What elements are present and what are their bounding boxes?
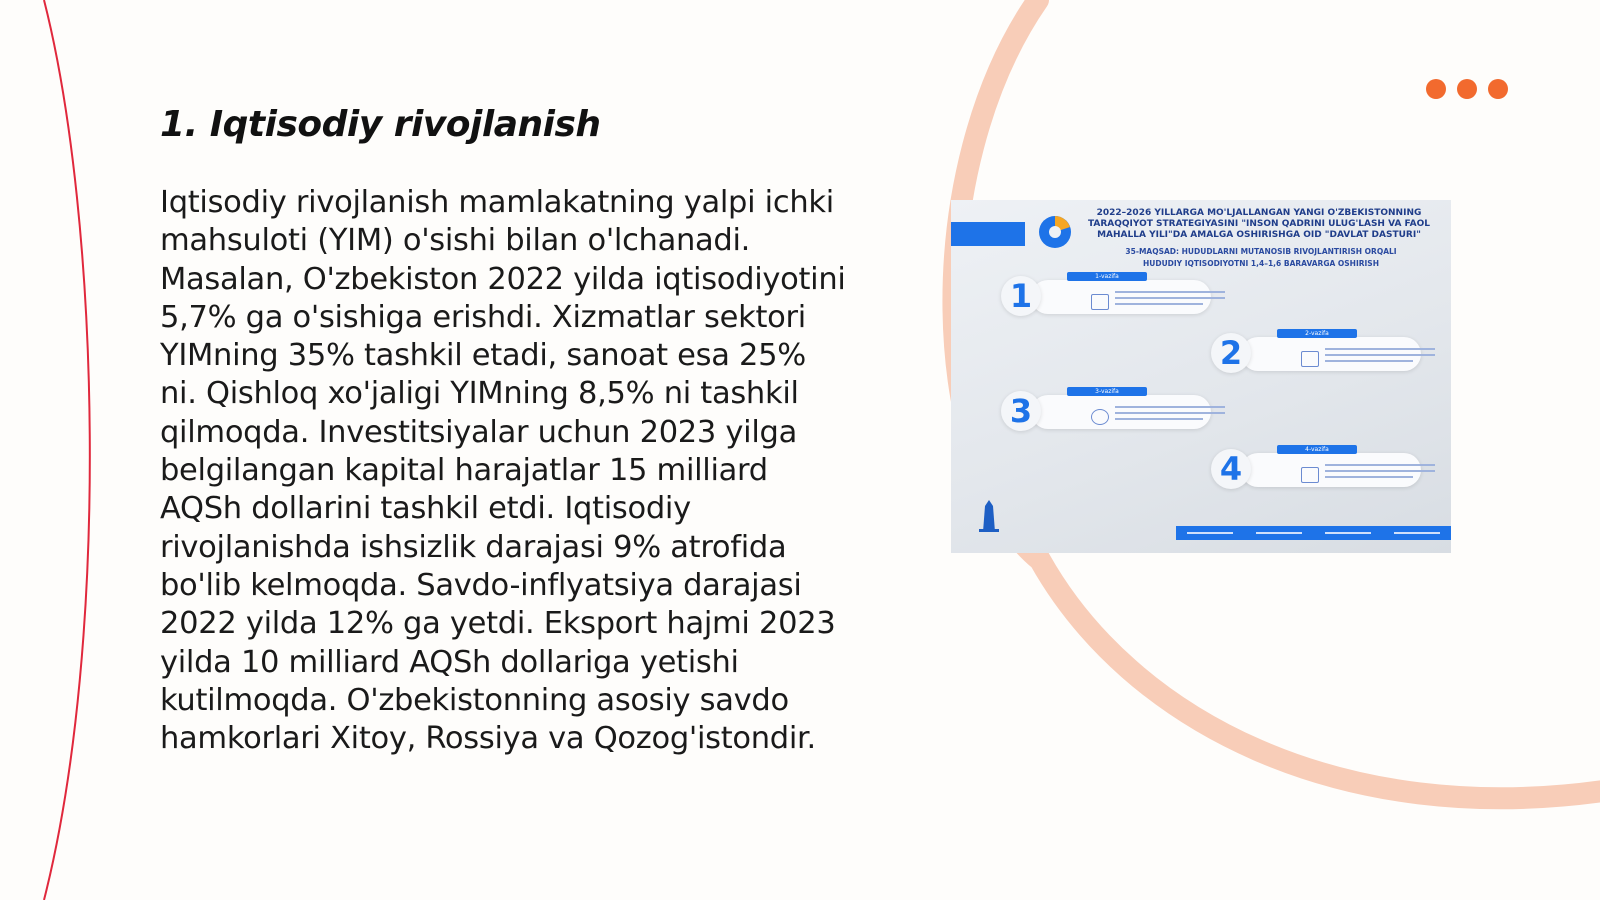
- step-text-lines: [1325, 348, 1435, 366]
- globe-icon: [1091, 409, 1109, 425]
- dot-2: [1457, 79, 1477, 99]
- step-tag: 1-vazifa: [1067, 272, 1147, 281]
- step-text-lines: [1115, 406, 1225, 424]
- step-number: 4: [1211, 449, 1251, 489]
- report-icon: [1301, 467, 1319, 483]
- slide-title: 1. Iqtisodiy rivojlanish: [160, 104, 601, 145]
- step-number: 1: [1001, 276, 1041, 316]
- step-tag: 3-vazifa: [1067, 387, 1147, 396]
- pie-chart-icon: [1037, 214, 1073, 250]
- step-card: [1031, 273, 1211, 314]
- step-card: [1241, 330, 1421, 371]
- more-dots-icon[interactable]: [1426, 79, 1508, 99]
- step-number: 2: [1211, 333, 1251, 373]
- step-number: 3: [1001, 391, 1041, 431]
- infographic-blue-bar: [951, 222, 1025, 246]
- dot-1: [1426, 79, 1446, 99]
- slide-body-text: Iqtisodiy rivojlanish mamlakatning yalpi ichki mahsuloti (YIM) o'sishi bilan o'lchanadi. Masalan, O'zbekiston 2022 yilda iqtisodiyotini 5,7% ga o'sishiga erishdi. Xizmatlar sektori YIMning 35% tashkil etadi, sanoat esa 25% ni. Qishloq xo'jaligi YIMning 8,5% ni tashkil qilmoqda. Investitsiyalar uchun 2023 yilga belgilangan kapital harajatlar 15 milliard AQSh dollarini tashkil etdi. Iqtisodiy rivojlanishda ishsizlik darajasi 9% atrofida bo'lib kelmoqda. Savdo-inflyatsiya darajasi 2022 yilda 12% ga yetdi. Eksport hajmi 2023 yilda 10 milliard AQSh dollariga yetishi kutilmoqda. O'zbekistonning asosiy savdo hamkorlari Xitoy, Rossiya va Qozog'istondir.: [160, 185, 846, 757]
- step-tag: 4-vazifa: [1277, 445, 1357, 454]
- dot-3: [1488, 79, 1508, 99]
- infographic-footer-bar: [1176, 526, 1451, 540]
- building-icon: [1091, 294, 1109, 310]
- infographic-subtitle: 35-MAQSAD: HUDUDLARNI MUTANOSIB RIVOJLANTIRISH ORQALI HUDUDIY IQTISODIYOTNI 1,4–1,6 BARAVARGA OSHIRISH: [1125, 247, 1397, 268]
- step-card: [1031, 388, 1211, 429]
- step-tag: 2-vazifa: [1277, 329, 1357, 338]
- left-red-line: [44, 0, 90, 900]
- infographic-title: 2022–2026 YILLARGA MO'LJALLANGAN YANGI O'ZBEKISTONNING TARAQQIYOT STRATEGIYASINI "INSON QADRINI ULUG'LASH VA FAOL MAHALLA YILI"DA AMALGA OSHIRISHGA OID "DAVLAT DASTURI": [1087, 208, 1431, 240]
- step-text-lines: [1115, 291, 1225, 309]
- step-card: [1241, 446, 1421, 487]
- step-text-lines: [1325, 464, 1435, 482]
- document-icon: [1301, 351, 1319, 367]
- strategy-infographic: [951, 200, 1451, 553]
- tower-logo-icon: [979, 500, 999, 532]
